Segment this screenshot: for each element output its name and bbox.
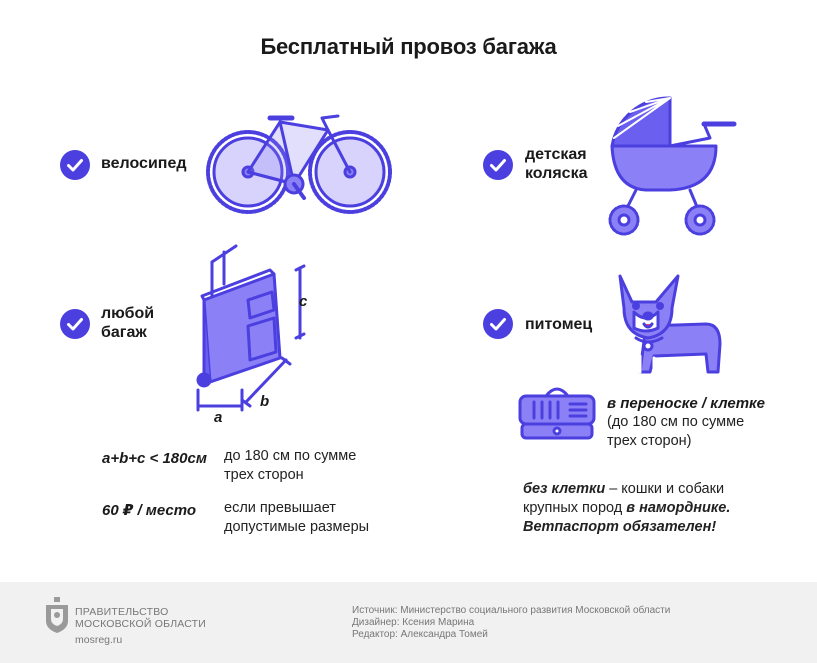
- carrier-subtitle: [607, 413, 744, 451]
- footer: [0, 582, 817, 663]
- muzzle-bold: в наморднике.: [626, 500, 731, 516]
- carrier-title: в переноске / клетке: [607, 395, 765, 412]
- formula-description: [224, 447, 356, 485]
- pet-label: питомец: [525, 316, 593, 333]
- pet-carrier-icon: [516, 382, 598, 442]
- gov-line2: МОСКОВСКОЙ ОБЛАСТИ: [75, 618, 207, 630]
- bicycle-icon: [200, 104, 400, 219]
- credits: [352, 605, 670, 641]
- vet-passport-note: Ветпаспорт обязателен!: [523, 519, 717, 535]
- stroller-label-line1: детская: [525, 146, 587, 163]
- price-description-line1: если превышает: [224, 500, 336, 516]
- price-description: [224, 499, 369, 537]
- no-cage-rule: [523, 480, 783, 537]
- dim-c-label: c: [299, 293, 308, 310]
- carrier-subtitle-line1: (до 180 см по сумме: [607, 414, 745, 430]
- source-credit: Источник: Министерство социального развития Московской области: [352, 605, 671, 616]
- formula-label: a+b+c < 180см: [102, 450, 207, 467]
- emblem-icon: [44, 597, 70, 633]
- check-icon: [60, 150, 90, 180]
- editor-credit: Редактор: Александра Томей: [352, 629, 488, 640]
- stroller-icon: [600, 92, 740, 242]
- price-description-line2: допустимые размеры: [224, 519, 370, 535]
- designer-credit: Дизайнер: Ксения Марина: [352, 617, 475, 628]
- no-cage-text-2: крупных пород: [523, 500, 627, 516]
- dim-b-label: b: [260, 393, 270, 410]
- formula-description-line1: до 180 см по сумме: [224, 448, 357, 464]
- luggage-label-line1: любой: [101, 305, 155, 322]
- check-icon: [483, 150, 513, 180]
- gov-logo-text: [75, 606, 206, 630]
- no-cage-bold: без клетки: [523, 481, 606, 497]
- no-cage-text-1: – кошки и собаки: [605, 481, 725, 497]
- check-icon: [483, 309, 513, 339]
- dim-a-label: a: [214, 409, 223, 426]
- check-icon: [60, 309, 90, 339]
- formula-description-line2: трех сторон: [224, 467, 304, 483]
- luggage-label-line2: багаж: [101, 324, 147, 341]
- page-title: Бесплатный провоз багажа: [260, 34, 557, 59]
- luggage-label: [101, 304, 154, 342]
- site-link[interactable]: mosreg.ru: [75, 634, 123, 646]
- stroller-label-line2: коляска: [525, 165, 588, 182]
- carrier-subtitle-line2: трех сторон): [607, 433, 692, 449]
- stroller-label: [525, 145, 587, 183]
- suitcase-icon: [188, 240, 328, 430]
- dog-icon: [606, 268, 726, 378]
- gov-line1: ПРАВИТЕЛЬСТВО: [75, 606, 169, 618]
- price-label: 60 ₽ / место: [102, 502, 197, 519]
- bicycle-label: велосипед: [101, 155, 187, 172]
